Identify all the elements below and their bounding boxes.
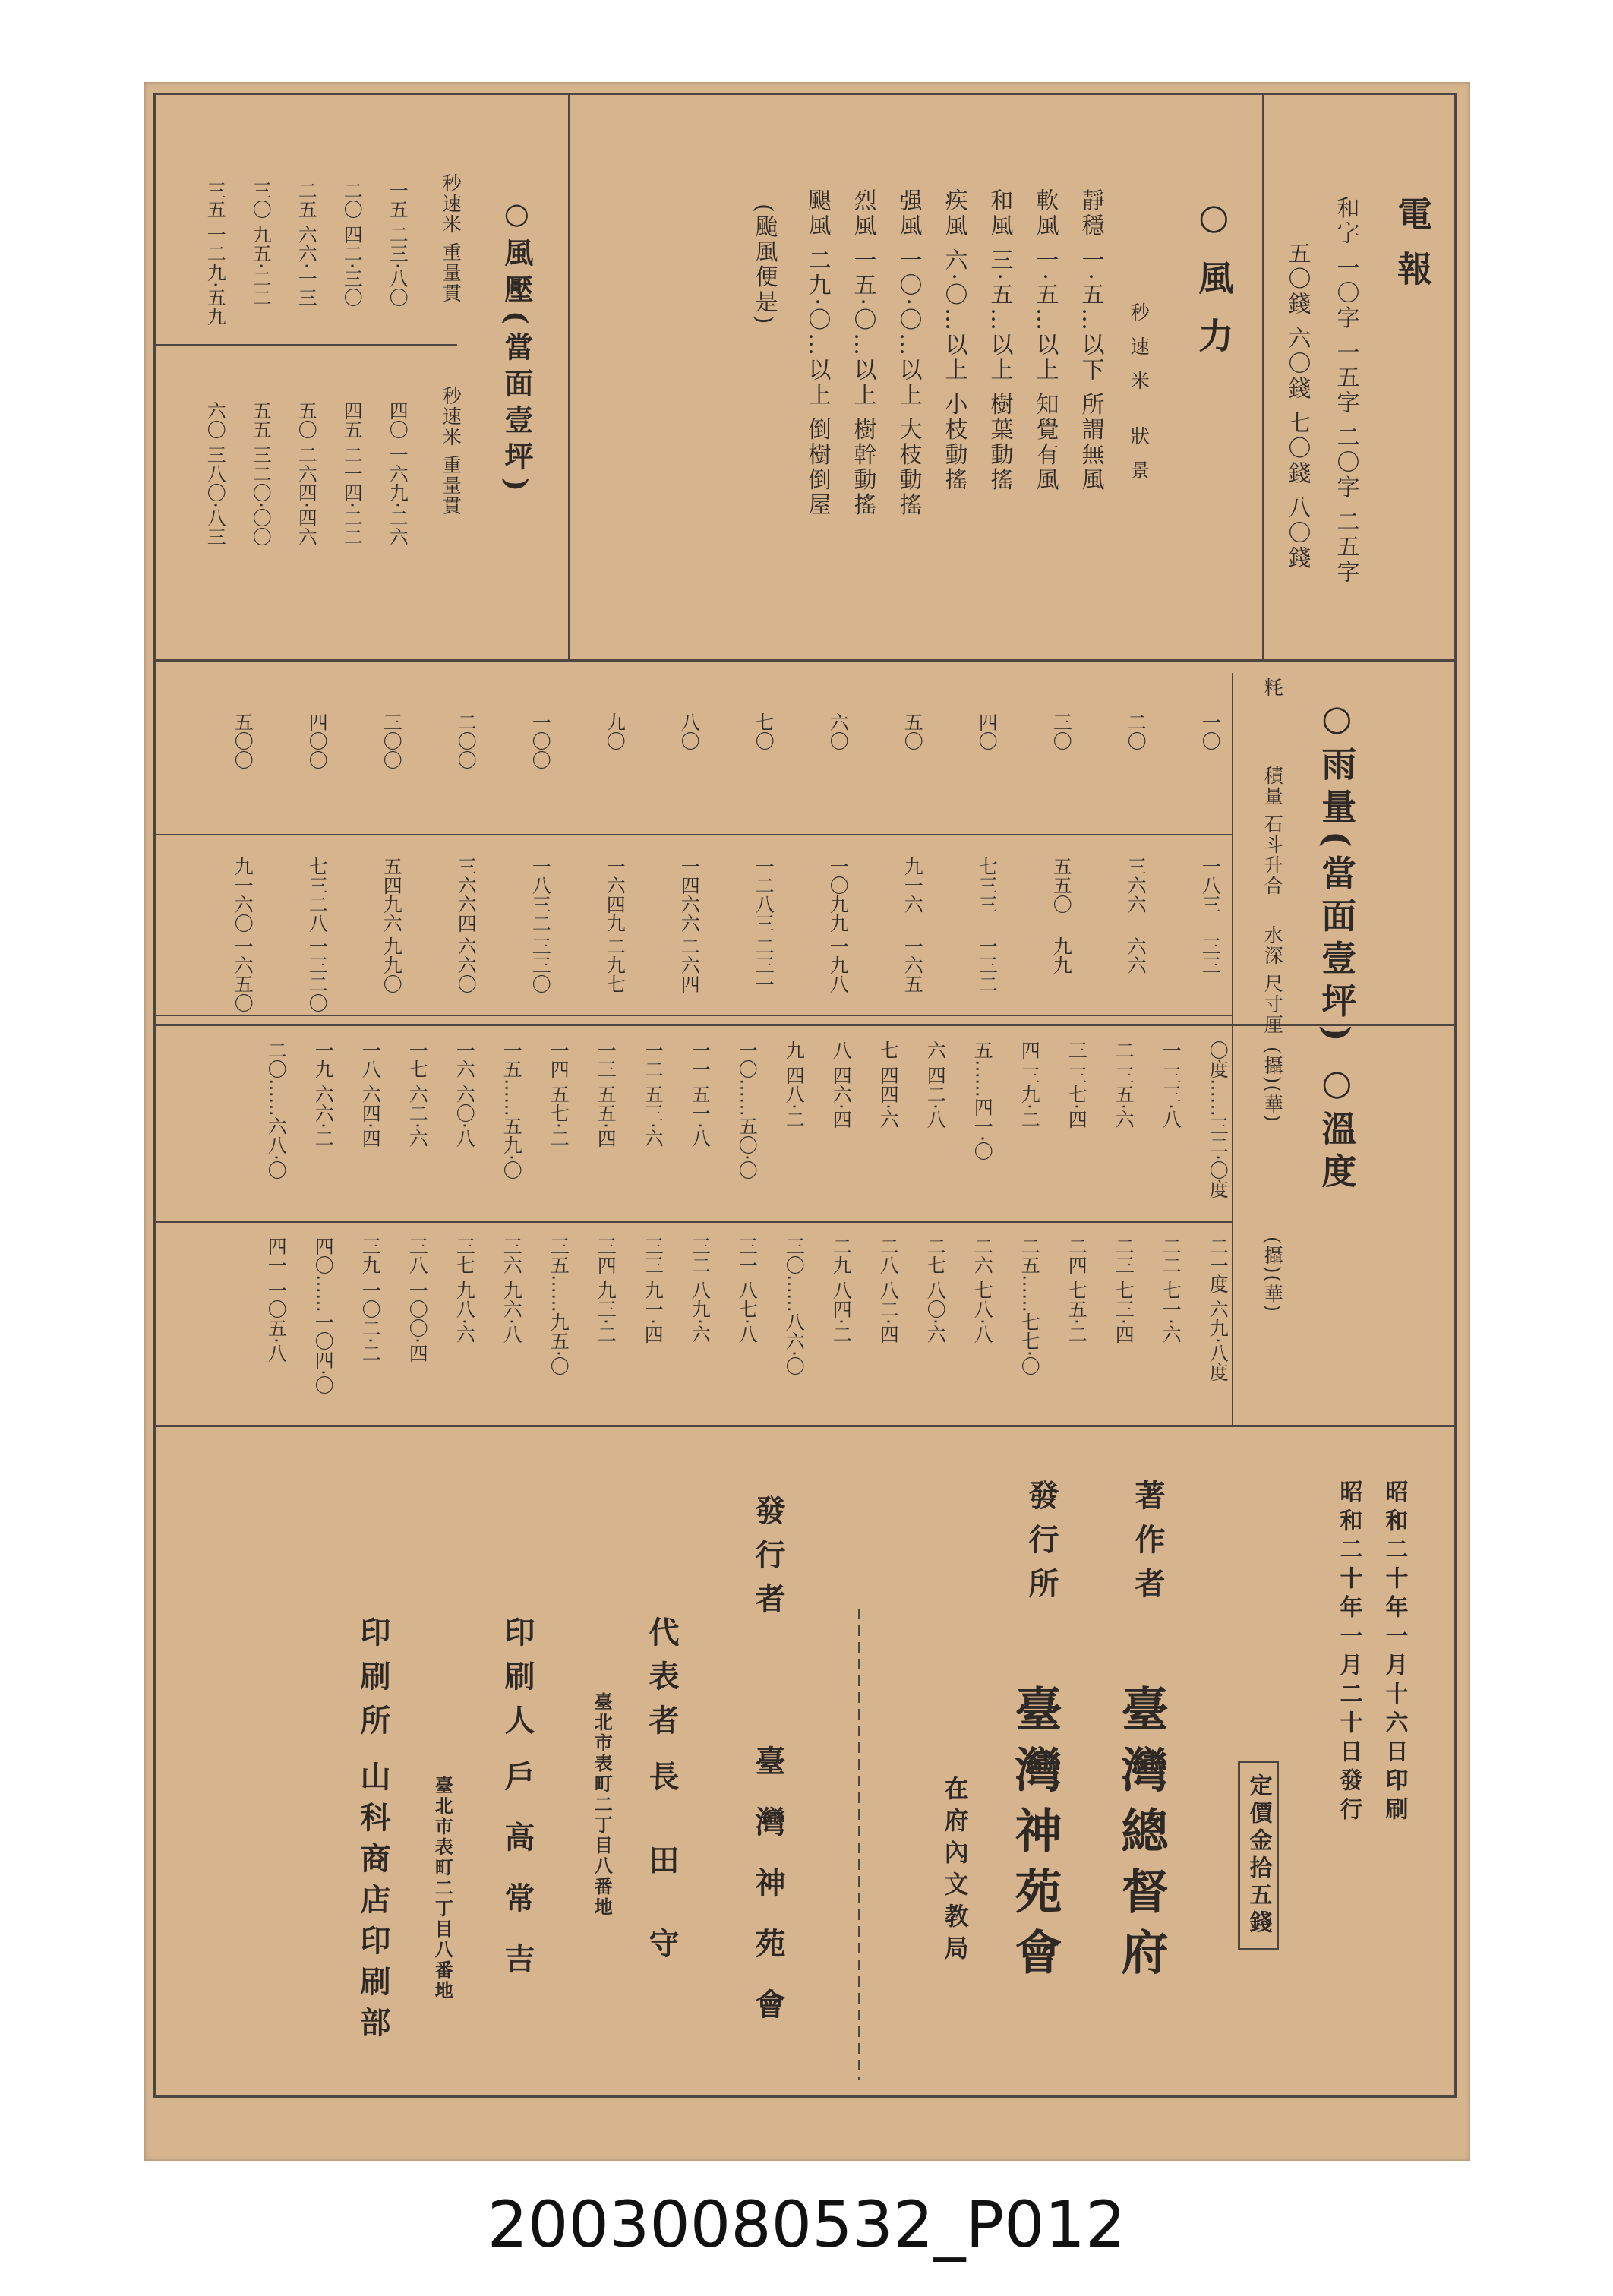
rain-depth-value: 二九七	[604, 936, 627, 993]
temperature-pair: 一四 五七·二	[548, 1041, 570, 1148]
wind-force-row: 烈風 一五·〇…以上 樹幹動搖	[849, 188, 876, 518]
telegram-row-2: 五〇錢 六〇錢 七〇錢 八〇錢	[1283, 242, 1311, 571]
rain-depth-value: 三三〇	[529, 936, 552, 993]
issue-date: 昭和二十年一月二十日發行	[1335, 1480, 1362, 1826]
pubhouse-address: 在府內文教局	[940, 1776, 970, 1967]
print-date: 昭和二十年一月十六日印刷	[1381, 1480, 1408, 1826]
divider-top-section	[153, 659, 1457, 662]
rain-volume-value: 九一六〇	[232, 857, 254, 933]
wind-force-row: 靜穩 一·五…以下 所謂無風	[1077, 188, 1104, 493]
wind-force-row: 軟風 一·五…以上 知覺有風	[1031, 188, 1059, 493]
rain-depth-value: 一六五	[901, 936, 924, 993]
wind-force-col-header: 秒速米 狀景	[1128, 302, 1151, 494]
publisher-label: 發行者	[750, 1495, 786, 1627]
temperature-units-1: (攝)(華)	[1261, 1047, 1284, 1124]
rain-mm-value: 二〇	[1125, 712, 1147, 750]
temperature-pair: 二九 八四·二	[830, 1236, 853, 1344]
temperature-pair: 四〇……一〇四·〇	[312, 1236, 335, 1394]
printer-label: 印刷人	[500, 1616, 535, 1748]
temperature-pair: 四 三九·二	[1018, 1041, 1041, 1129]
rain-volume-value: 一八三二	[529, 857, 552, 933]
temperature-pair: 三三 九一·四	[642, 1236, 664, 1344]
wind-pressure-row: 三〇 九五·二二	[250, 181, 273, 307]
temperature-pair: 六 四二·八	[924, 1041, 947, 1129]
temperature-pair: 三二 八九·六	[689, 1236, 712, 1344]
temperature-pair: 一〇……五〇·〇	[736, 1041, 759, 1180]
temperature-pair: 二六 七八·八	[971, 1236, 994, 1344]
divider-wind	[568, 93, 570, 659]
rain-depth-value: 二六四	[678, 936, 701, 993]
rain-volume-value: 七三二八	[306, 857, 329, 933]
rain-volume-value: 五五〇	[1050, 857, 1073, 914]
divider-tables-colophon	[153, 1425, 1457, 1427]
temperature-pair: 三一 八七·八	[736, 1236, 759, 1344]
rain-volume-value: 七三三	[976, 857, 999, 914]
document-page	[144, 82, 1470, 2161]
rain-depth-value: 九九〇	[380, 936, 403, 993]
rain-volume-value: 一四六六	[678, 857, 701, 933]
wind-force-row: 强風 一〇·〇…以上 大枝動搖	[895, 188, 922, 518]
temperature-pair: 五……四一·〇	[971, 1041, 994, 1161]
wind-pressure-row: 五五 三二〇·〇〇	[250, 401, 273, 546]
temperature-pair: 〇度……三二·〇度	[1207, 1041, 1229, 1199]
author-name: 臺灣總督府	[1113, 1685, 1170, 1988]
rain-mm-value: 九〇	[604, 712, 627, 750]
temperature-pair: 三九 一〇二·二	[359, 1236, 382, 1363]
author-label: 著作者	[1130, 1480, 1166, 1612]
temperature-units-2: (攝)(華)	[1261, 1236, 1284, 1314]
wind-force-note: (颱風便是)	[750, 204, 778, 327]
temperature-pair: 二 三五·六	[1113, 1041, 1135, 1129]
rain-mm-value: 三〇	[1050, 712, 1073, 750]
pubhouse-label: 發行所	[1024, 1480, 1059, 1612]
rain-mm-value: 一〇	[1199, 712, 1222, 750]
wind-force-row: 和風 三·五…以上 樹葉動搖	[986, 188, 1013, 493]
temperature-pair: 二五……七七·〇	[1018, 1236, 1041, 1375]
temperature-pair: 一三 五五·四	[595, 1041, 617, 1148]
rain-mm-value: 四〇〇	[306, 712, 329, 769]
rain-volume-value: 三六六四	[455, 857, 478, 933]
wind-force-heading: ○風力	[1193, 196, 1235, 375]
temperature-pair: 三五……九五·〇	[548, 1236, 570, 1375]
printer-address: 臺北市表町二丁目八番地	[431, 1776, 454, 2001]
temperature-pair: 二二 七一·六	[1160, 1236, 1182, 1344]
wind-force-row: 疾風 六·〇…以上 小枝動搖	[940, 188, 967, 493]
temperature-pair: 七 四四·六	[877, 1041, 900, 1129]
temperature-pair: 一九 六六·二	[312, 1041, 335, 1148]
wind-pressure-header-a: 秒速米 重量貫	[440, 173, 462, 304]
wind-pressure-row: 一五 二三·八〇	[387, 181, 409, 307]
temperature-pair: 二七 八〇·六	[924, 1236, 947, 1344]
rain-volume-value: 一二八三	[753, 857, 775, 933]
wind-pressure-heading: ○風壓(當面壹坪)	[499, 196, 534, 499]
temperature-pair: 二〇……六八·〇	[265, 1041, 288, 1180]
temperature-pair: 九 四八·二	[783, 1041, 806, 1129]
rain-volume-value: 三六六	[1125, 857, 1147, 914]
temperature-pair: 一七 六二·六	[406, 1041, 429, 1148]
divider-temp-columns	[153, 1221, 1232, 1223]
rain-depth-value: 一三二	[976, 936, 999, 993]
temperature-pair: 二四 七五·二	[1065, 1236, 1088, 1344]
temperature-heading: ○溫度	[1316, 1062, 1358, 1195]
telegram-heading: 電報	[1392, 196, 1434, 305]
rain-mm-value: 三〇〇	[380, 712, 403, 769]
rain-mm-value: 六〇	[827, 712, 850, 750]
rain-mm-value: 八〇	[678, 712, 701, 750]
price-label: 定價金拾五錢	[1245, 1773, 1272, 1938]
publisher-name: 臺灣神苑會	[750, 1745, 786, 2049]
temperature-pair: 一 三三·八	[1160, 1041, 1182, 1129]
rain-heading: ○雨量(當面壹坪)	[1316, 697, 1358, 1050]
rain-volume-value: 一六四九	[604, 857, 627, 933]
rain-mm-value: 二〇〇	[455, 712, 478, 769]
rain-volume-value: 一八三	[1199, 857, 1222, 914]
rain-depth-value: 六六	[1125, 936, 1147, 974]
temperature-pair: 三七 九八·六	[453, 1236, 476, 1344]
representative-address: 臺北市表町二丁目八番地	[591, 1692, 614, 1918]
divider-wind-pressure	[153, 344, 457, 346]
temperature-pair: 三八 一〇〇·四	[406, 1236, 429, 1363]
telegram-row-1: 和字 一〇字 一五字 二〇字 二五字	[1332, 196, 1359, 586]
divider-rain-header	[1232, 673, 1233, 1425]
temperature-pair: 三六 九六·八	[500, 1236, 523, 1344]
wind-pressure-row: 二〇 四二·三〇	[341, 181, 364, 307]
price-box	[1238, 1761, 1279, 1950]
rain-mm-value: 五〇	[901, 712, 924, 750]
rain-mm-value: 一〇〇	[529, 712, 552, 769]
printer-name: 戶高常吉	[500, 1761, 535, 2004]
wind-pressure-row: 四五 二一四·二二	[341, 401, 364, 546]
rain-volume-value: 五四九六	[380, 857, 403, 933]
temperature-pair: 一八 六四·四	[359, 1041, 382, 1148]
temperature-pair: 八 四六·四	[830, 1041, 853, 1129]
temperature-pair: 四一 一〇五·八	[265, 1236, 288, 1363]
rain-depth-value: 九九	[1050, 936, 1073, 974]
wind-pressure-row: 六〇 三八〇·八三	[204, 401, 227, 546]
temperature-pair: 二八 八二·四	[877, 1236, 900, 1344]
rain-mm-value: 七〇	[753, 712, 775, 750]
rain-depth-value: 六六〇	[455, 936, 478, 993]
wind-pressure-row: 二五 六六·一三	[295, 181, 318, 307]
rain-depth-label: 水深 尺寸厘	[1261, 925, 1284, 1035]
printshop-name: 山科商店印刷部	[355, 1761, 391, 2048]
rain-mm-value: 四〇	[976, 712, 999, 750]
wind-pressure-header-b: 秒速米 重量貫	[440, 386, 462, 516]
wind-pressure-row: 五〇 二六四·四六	[295, 401, 318, 546]
wind-pressure-row: 四〇 一六九·二六	[387, 401, 409, 546]
rain-mm-label: 粍	[1261, 677, 1284, 698]
colophon-divider	[858, 1609, 860, 2080]
printshop-label: 印刷所	[355, 1616, 391, 1748]
divider-rain-section	[153, 1015, 1232, 1016]
rain-depth-value: 一九八	[827, 936, 850, 993]
temperature-pair: 三 三七·四	[1065, 1041, 1088, 1129]
rain-volume-value: 一〇九九	[827, 857, 850, 933]
rain-volume-label: 積量 石斗升合	[1261, 766, 1284, 896]
divider-rain-depth	[153, 834, 1232, 835]
temperature-pair: 一一 五一·八	[689, 1041, 712, 1148]
rain-depth-value: 二三一	[753, 936, 775, 993]
wind-force-row: 颶風 二九·〇…以上 倒樹倒屋	[803, 188, 831, 518]
rain-depth-value: 一三二〇	[306, 936, 329, 1012]
temperature-pair: 三〇……八六·〇	[783, 1236, 806, 1375]
temperature-pair: 一五……五九·〇	[500, 1041, 523, 1180]
temperature-pair: 三四 九三·二	[595, 1236, 617, 1344]
pubhouse-name: 臺灣神苑會	[1007, 1685, 1063, 1988]
rain-mm-value: 五〇〇	[232, 712, 254, 769]
rain-depth-value: 三三	[1199, 936, 1222, 974]
temperature-pair: 二三 七三·四	[1113, 1236, 1135, 1344]
temperature-pair: 一六 六〇·八	[453, 1041, 476, 1148]
rain-depth-value: 一六五〇	[232, 936, 254, 1012]
wind-pressure-row: 三五 一二九·五九	[204, 181, 227, 326]
temperature-pair: 一二 五三·六	[642, 1041, 664, 1148]
temperature-pair: 二一度 六九·八度	[1207, 1236, 1229, 1382]
divider-telegram	[1262, 93, 1264, 659]
representative-name: 長田守	[644, 1761, 680, 2011]
rain-volume-value: 九一六	[901, 857, 924, 914]
representative-label: 代表者	[644, 1616, 680, 1748]
archive-caption: 20030080532_P012	[487, 2187, 1126, 2262]
